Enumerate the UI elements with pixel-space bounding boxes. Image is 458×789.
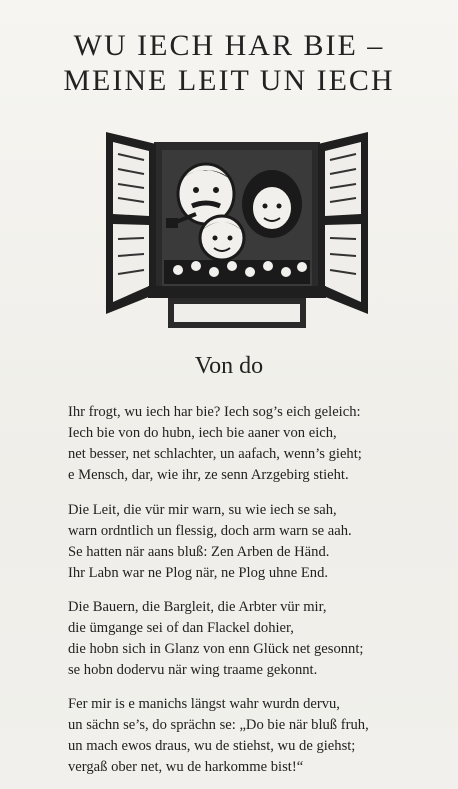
poem-line: Fer mir is e manichs längst wahr wurdn dervu, bbox=[68, 696, 340, 712]
poem-line: e Mensch, dar, wie ihr, ze senn Arzgebirg stieht. bbox=[68, 467, 349, 483]
poem-line: net besser, net schlachter, un aafach, wenn’s gieht; bbox=[68, 446, 362, 462]
poem-line: Se hatten när aans bluß: Zen Arben de Händ. bbox=[68, 544, 330, 560]
poem-line: warn ordntlich un flessig, doch arm warn se aah. bbox=[68, 523, 352, 539]
poem-line: Ihr Labn war ne Plog när, ne Plog uhne End. bbox=[68, 565, 329, 581]
poem-line: un sächn se’s, do sprächn se: „Do bie när bluß fruh, bbox=[68, 717, 369, 733]
poem-title: Von do bbox=[194, 353, 264, 379]
poem-stanza-2 bbox=[68, 500, 458, 584]
page-title-line-2: MEINE LEIT UN IECH bbox=[63, 64, 395, 97]
poem-line: Die Bauern, die Bargleit, die Arbter vür mir, bbox=[68, 599, 327, 615]
poem-line: se hobn dodervu när wing traame gekonnt. bbox=[68, 662, 318, 678]
poem-line: die ümgange sei of dan Flackel dohier, bbox=[68, 620, 294, 636]
poem-line: die hobn sich in Glanz von enn Glück net gesonnt; bbox=[68, 641, 364, 657]
poem-line: un mach ewos draus, wu de stiehst, wu de giehst; bbox=[68, 738, 356, 754]
poem-line: Die Leit, die vür mir warn, su wie iech se sah, bbox=[68, 502, 337, 518]
poem-line: Ihr frogt, wu iech har bie? Iech sog’s eich geleich: bbox=[68, 404, 361, 420]
poem-line: Iech bie von do hubn, iech bie aaner von eich, bbox=[68, 425, 337, 441]
window-family-illustration bbox=[104, 124, 370, 332]
poem-stanza-1 bbox=[68, 402, 458, 486]
page-title-line-1: WU IECH HAR BIE – bbox=[73, 29, 385, 62]
poem-stanza-3 bbox=[68, 597, 458, 681]
poem-stanza-4 bbox=[68, 694, 458, 778]
poem-line: vergaß ober net, wu de harkomme bist!“ bbox=[68, 759, 304, 775]
